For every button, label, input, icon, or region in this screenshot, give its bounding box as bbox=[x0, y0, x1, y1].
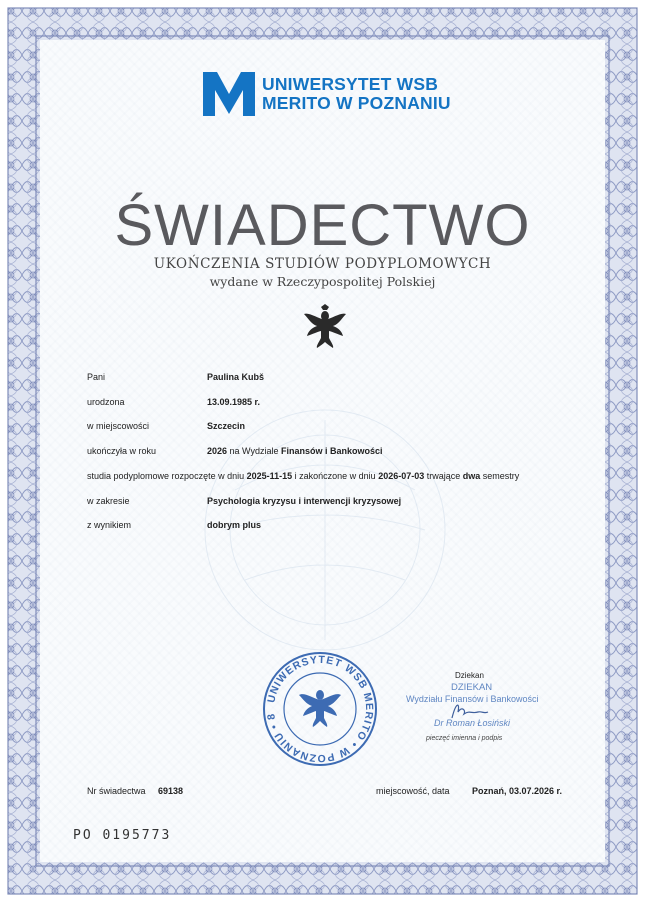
logo-text bbox=[262, 75, 451, 113]
dean-caption: pieczęć imienna i podpis bbox=[426, 735, 503, 742]
polish-eagle-icon bbox=[303, 304, 347, 350]
start-date: 2025-11-15 bbox=[246, 471, 293, 481]
birthplace-label: w miejscowości bbox=[87, 421, 150, 431]
studies-text-4: semestry bbox=[480, 471, 520, 481]
stamp-eagle-icon bbox=[299, 690, 341, 727]
dean-stamp-line-1: DZIEKAN bbox=[451, 682, 493, 693]
completion-label: ukończyła w roku bbox=[87, 446, 157, 456]
university-round-stamp bbox=[261, 650, 379, 768]
stamp-text: UNIWERSYTET WSB MERITO • W POZNANIU • 8 bbox=[265, 653, 376, 765]
dean-title: Dziekan bbox=[455, 671, 484, 680]
birthdate-value: 13.09.1985 r. bbox=[207, 397, 261, 407]
name-value: Paulina Kubš bbox=[207, 372, 265, 382]
place-date-label: miejscowość, data bbox=[376, 786, 450, 796]
result-value: dobrym plus bbox=[207, 520, 262, 530]
scope-value: Psychologia kryzysu i interwencji kryzysowej bbox=[207, 496, 402, 506]
document-subtitle: UKOŃCZENIA STUDIÓW PODYPLOMOWYCH bbox=[153, 256, 492, 272]
dean-stamp-line-2: Wydziału Finansów i Bankowości bbox=[406, 694, 539, 704]
completion-text: na Wydziale bbox=[227, 446, 281, 456]
place-date-value: Poznań, 03.07.2026 r. bbox=[472, 786, 563, 796]
completion-line bbox=[207, 446, 383, 456]
birthplace-value: Szczecin bbox=[207, 421, 246, 431]
certificate-number: 69138 bbox=[158, 786, 184, 796]
result-label: z wynikiem bbox=[87, 520, 132, 530]
completion-year: 2026 bbox=[207, 446, 228, 456]
studies-line bbox=[87, 471, 519, 481]
logo-line-2: MERITO W POZNANIU bbox=[262, 93, 451, 113]
dean-stamp-line-3: Dr Roman Łosiński bbox=[434, 718, 511, 728]
semesters-count: dwa bbox=[462, 471, 481, 481]
university-logo bbox=[203, 72, 451, 116]
serial-number: PO 0195773 bbox=[73, 828, 172, 843]
studies-text-2: i zakończone w dniu bbox=[292, 471, 379, 481]
document-title: ŚWIADECTWO bbox=[114, 193, 531, 258]
document-subtitle-2: wydane w Rzeczypospolitej Polskiej bbox=[209, 274, 436, 289]
end-date: 2026-07-03 bbox=[378, 471, 425, 481]
birthdate-label: urodzona bbox=[87, 397, 125, 407]
studies-text-1: studia podyplomowe rozpoczęte w dniu bbox=[87, 471, 247, 481]
m-logo-icon bbox=[203, 72, 255, 116]
scope-label: w zakresie bbox=[87, 496, 130, 506]
logo-line-1: UNIWERSYTET WSB bbox=[262, 74, 439, 94]
name-label: Pani bbox=[87, 372, 106, 382]
faculty-name: Finansów i Bankowości bbox=[280, 446, 383, 456]
studies-text-3: trwające bbox=[424, 471, 463, 481]
certificate-number-label: Nr świadectwa bbox=[87, 786, 146, 796]
